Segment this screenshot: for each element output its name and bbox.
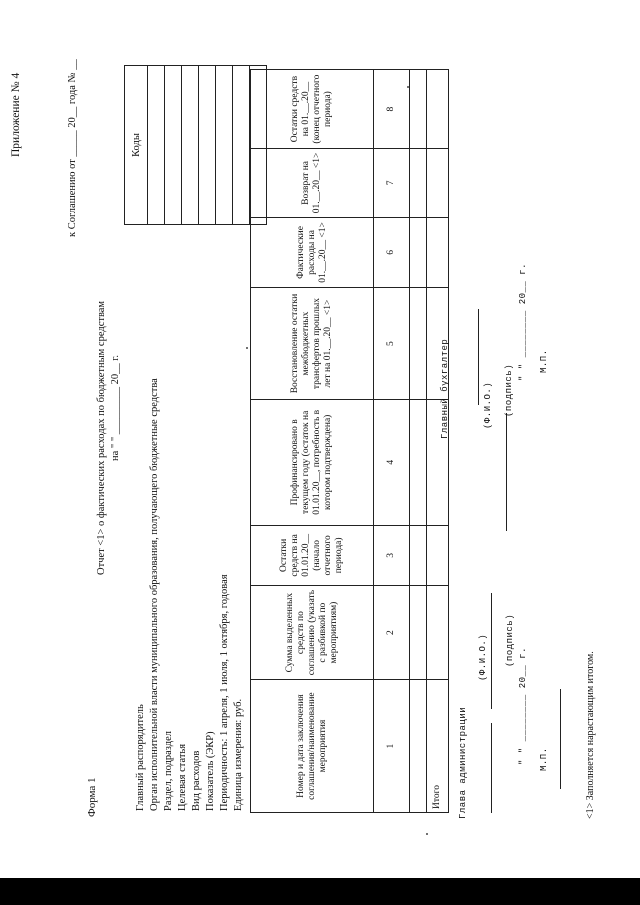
- meta-line-target-article: Целевая статья: [177, 743, 188, 811]
- code-cell: [233, 66, 250, 225]
- column-number: 1: [374, 680, 410, 813]
- chief-sign-caption: (подпись): [504, 363, 514, 417]
- agreement-suffix: года №: [67, 72, 78, 105]
- head-fio-line: [491, 723, 492, 813]
- report-title: Отчет <1> о фактических расходах по бюджетным средствам: [96, 300, 107, 575]
- table-row: [410, 70, 427, 813]
- table-cell: [427, 217, 449, 287]
- head-stamp-line: [560, 689, 561, 789]
- table-total-row: [427, 70, 449, 813]
- header-financed: Профинансировано в текущем году (остаток на 01.01.20__, потребность в котором подтверждена): [251, 399, 374, 525]
- agreement-year: 20__: [67, 106, 78, 128]
- table-cell: [410, 149, 427, 218]
- column-number: 3: [374, 525, 410, 585]
- table-cell: [410, 70, 427, 149]
- table-cell: [410, 288, 427, 400]
- meta-line-indicator: Показатель (ЭКР): [205, 731, 216, 811]
- head-fio-caption: (Ф.И.О.): [478, 633, 488, 681]
- column-number: 7: [374, 149, 410, 218]
- code-cell: [182, 66, 199, 225]
- table-cell: [427, 525, 449, 585]
- annex-title: Приложение № 4: [10, 72, 22, 157]
- meta-line-organ: Орган исполнительной власти муниципального образования, получающего бюджетные средства: [149, 378, 160, 811]
- codes-table: [124, 65, 267, 225]
- report-table: [250, 69, 449, 813]
- agreement-number-blank: __: [67, 59, 78, 70]
- column-number: 5: [374, 288, 410, 400]
- header-actual-expenses: Фактические расходы на 01.__.20__ <1>: [251, 217, 374, 287]
- chief-date-line: " " ________ 20__ г.: [518, 262, 528, 381]
- report-date-line: на " " _________ 20__ г.: [110, 355, 121, 461]
- table-cell: [410, 586, 427, 680]
- head-stamp: М.П.: [539, 747, 549, 771]
- meta-line-expense-type: Вид расходов: [191, 750, 202, 811]
- code-cell: [165, 66, 182, 225]
- header-allocated-sum: Сумма выделенных средств по соглашению (указать с разбивкой по мероприятиям): [251, 586, 374, 680]
- form-label: Форма 1: [86, 777, 98, 817]
- agreement-reference: [67, 59, 79, 237]
- scan-speck: [426, 833, 428, 835]
- head-date-line: " " ________ 20__ г.: [518, 646, 528, 765]
- code-cell: [148, 66, 165, 225]
- chief-fio-line: [478, 309, 479, 405]
- chief-sign-line: [506, 413, 507, 531]
- meta-line-main-manager: Главный распорядитель: [135, 704, 146, 811]
- column-number: 8: [374, 70, 410, 149]
- column-number: 6: [374, 217, 410, 287]
- header-opening-balance: Остатки средств на 01.01.20__ (начало отчетного периода): [251, 525, 374, 585]
- column-number: 4: [374, 399, 410, 525]
- header-agreement: Номер и дата заключения соглашения/наименование мероприятия: [251, 680, 374, 813]
- scan-speck: [407, 86, 409, 88]
- table-number-row: [374, 70, 410, 813]
- meta-line-section: Раздел, подраздел: [163, 731, 174, 811]
- chief-accountant-title: Главный бухгалтер: [440, 338, 450, 439]
- agreement-prefix: к Соглашению от: [67, 159, 78, 237]
- header-restoration: Восстановление остатки межбюджетных трансфертов прошлых лет на 01.__.20__ <1>: [251, 288, 374, 400]
- chief-stamp: М.П.: [539, 349, 549, 373]
- head-admin-title: Глава администрации: [458, 706, 468, 819]
- table-cell: [427, 149, 449, 218]
- head-sign-caption: (подпись): [505, 613, 515, 667]
- scan-speck: [246, 347, 248, 349]
- table-cell: [410, 399, 427, 525]
- agreement-date-blank: _____: [67, 130, 78, 157]
- code-cell: [216, 66, 233, 225]
- code-cell: [199, 66, 216, 225]
- meta-line-unit: Единица измерения: руб.: [233, 698, 244, 811]
- column-number: 2: [374, 586, 410, 680]
- header-closing-balance: Остатки средств на 01.__.20__ (конец отчетного периода): [251, 70, 374, 149]
- head-sign-line: [491, 593, 492, 709]
- table-cell: [410, 680, 427, 813]
- header-return: Возврат на 01.__.20__ <1>: [251, 149, 374, 218]
- table-header-row: [251, 70, 374, 813]
- footnote: <1> Заполняется нарастающим итогом.: [585, 651, 596, 819]
- chief-fio-caption: (Ф.И.О.): [483, 381, 493, 429]
- table-cell: [410, 525, 427, 585]
- codes-header: Коды: [125, 66, 148, 225]
- table-cell: [410, 217, 427, 287]
- meta-line-periodicity: Периодичность: 1 апреля, 1 июля, 1 октября, годовая: [219, 574, 230, 811]
- scan-border-band: [0, 878, 640, 905]
- table-cell: [427, 586, 449, 680]
- table-cell: [427, 70, 449, 149]
- total-label: Итого: [427, 680, 449, 813]
